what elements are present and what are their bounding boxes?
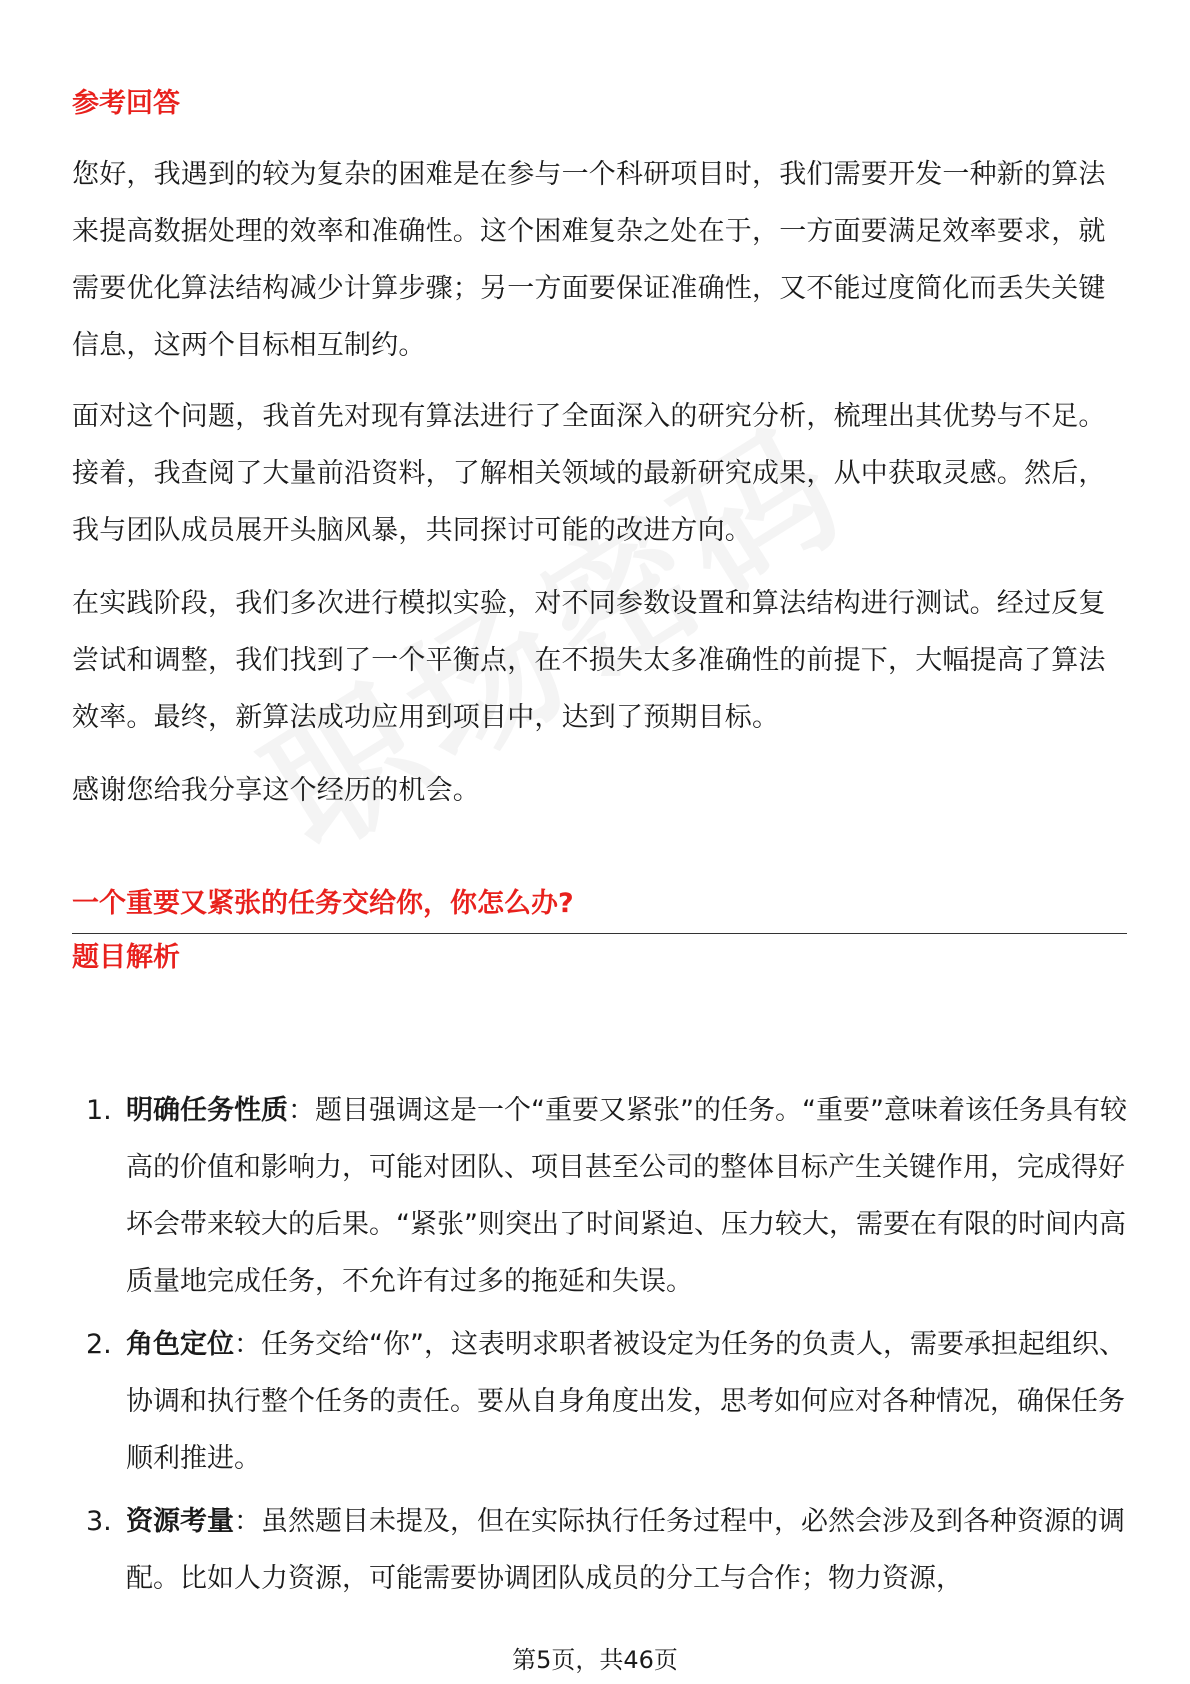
list-text: ：任务交给“你”，这表明求职者被设定为任务的负责人，需要承担起组织、协调和执行整个任务的责任。要从自身角度出发，思考如何应对各种情况，确保任务顺利推进。 bbox=[126, 1329, 1126, 1474]
list-term: 资源考量 bbox=[126, 1506, 234, 1537]
reference-answer-heading: 参考回答 bbox=[72, 88, 180, 119]
answer-paragraph-3: 在实践阶段，我们多次进行模拟实验，对不同参数设置和算法结构进行测试。经过反复尝试和调整，我们找到了一个平衡点，在不损失太多准确性的前提下，大幅提高了算法效率。最终，新算法成功应用到项目中，达到了预期目标。 bbox=[72, 588, 1106, 733]
list-number: 2. bbox=[86, 1329, 112, 1360]
page-number-footer: 第5页，共46页 bbox=[512, 1646, 678, 1674]
answer-paragraph-2: 面对这个问题，我首先对现有算法进行了全面深入的研究分析，梳理出其优势与不足。接着，我查阅了大量前沿资料，了解相关领域的最新研究成果，从中获取灵感。然后，我与团队成员展开头脑风暴，共同探讨可能的改进方向。 bbox=[72, 401, 1106, 546]
list-term: 明确任务性质 bbox=[126, 1095, 288, 1126]
list-number: 3. bbox=[86, 1506, 112, 1537]
question-heading: 一个重要又紧张的任务交给你，你怎么办? bbox=[72, 888, 574, 919]
list-text: ：虽然题目未提及，但在实际执行任务过程中，必然会涉及到各种资源的调配。比如人力资源，可能需要协调团队成员的分工与合作；物力资源， bbox=[126, 1506, 1125, 1594]
section-divider bbox=[72, 933, 1127, 934]
list-item bbox=[72, 1493, 1127, 1607]
list-text: ：题目强调这是一个“重要又紧张”的任务。“重要”意味着该任务具有较高的价值和影响力，可能对团队、项目甚至公司的整体目标产生关键作用，完成得好坏会带来较大的后果。“紧张”则突出了时间紧迫、压力较大，需要在有限的时间内高质量地完成任务，不允许有过多的拖延和失误。 bbox=[126, 1095, 1127, 1297]
list-item bbox=[72, 1082, 1127, 1310]
list-number: 1. bbox=[86, 1095, 112, 1126]
answer-paragraph-1: 您好，我遇到的较为复杂的困难是在参与一个科研项目时，我们需要开发一种新的算法来提高数据处理的效率和准确性。这个困难复杂之处在于，一方面要满足效率要求，就需要优化算法结构减少计算步骤；另一方面要保证准确性，又不能过度简化而丢失关键信息，这两个目标相互制约。 bbox=[72, 159, 1106, 361]
analysis-list bbox=[72, 1082, 1127, 1607]
list-term: 角色定位 bbox=[126, 1329, 234, 1360]
answer-paragraph-4: 感谢您给我分享这个经历的机会。 bbox=[72, 775, 480, 806]
analysis-heading: 题目解析 bbox=[72, 942, 180, 973]
list-item bbox=[72, 1316, 1127, 1487]
